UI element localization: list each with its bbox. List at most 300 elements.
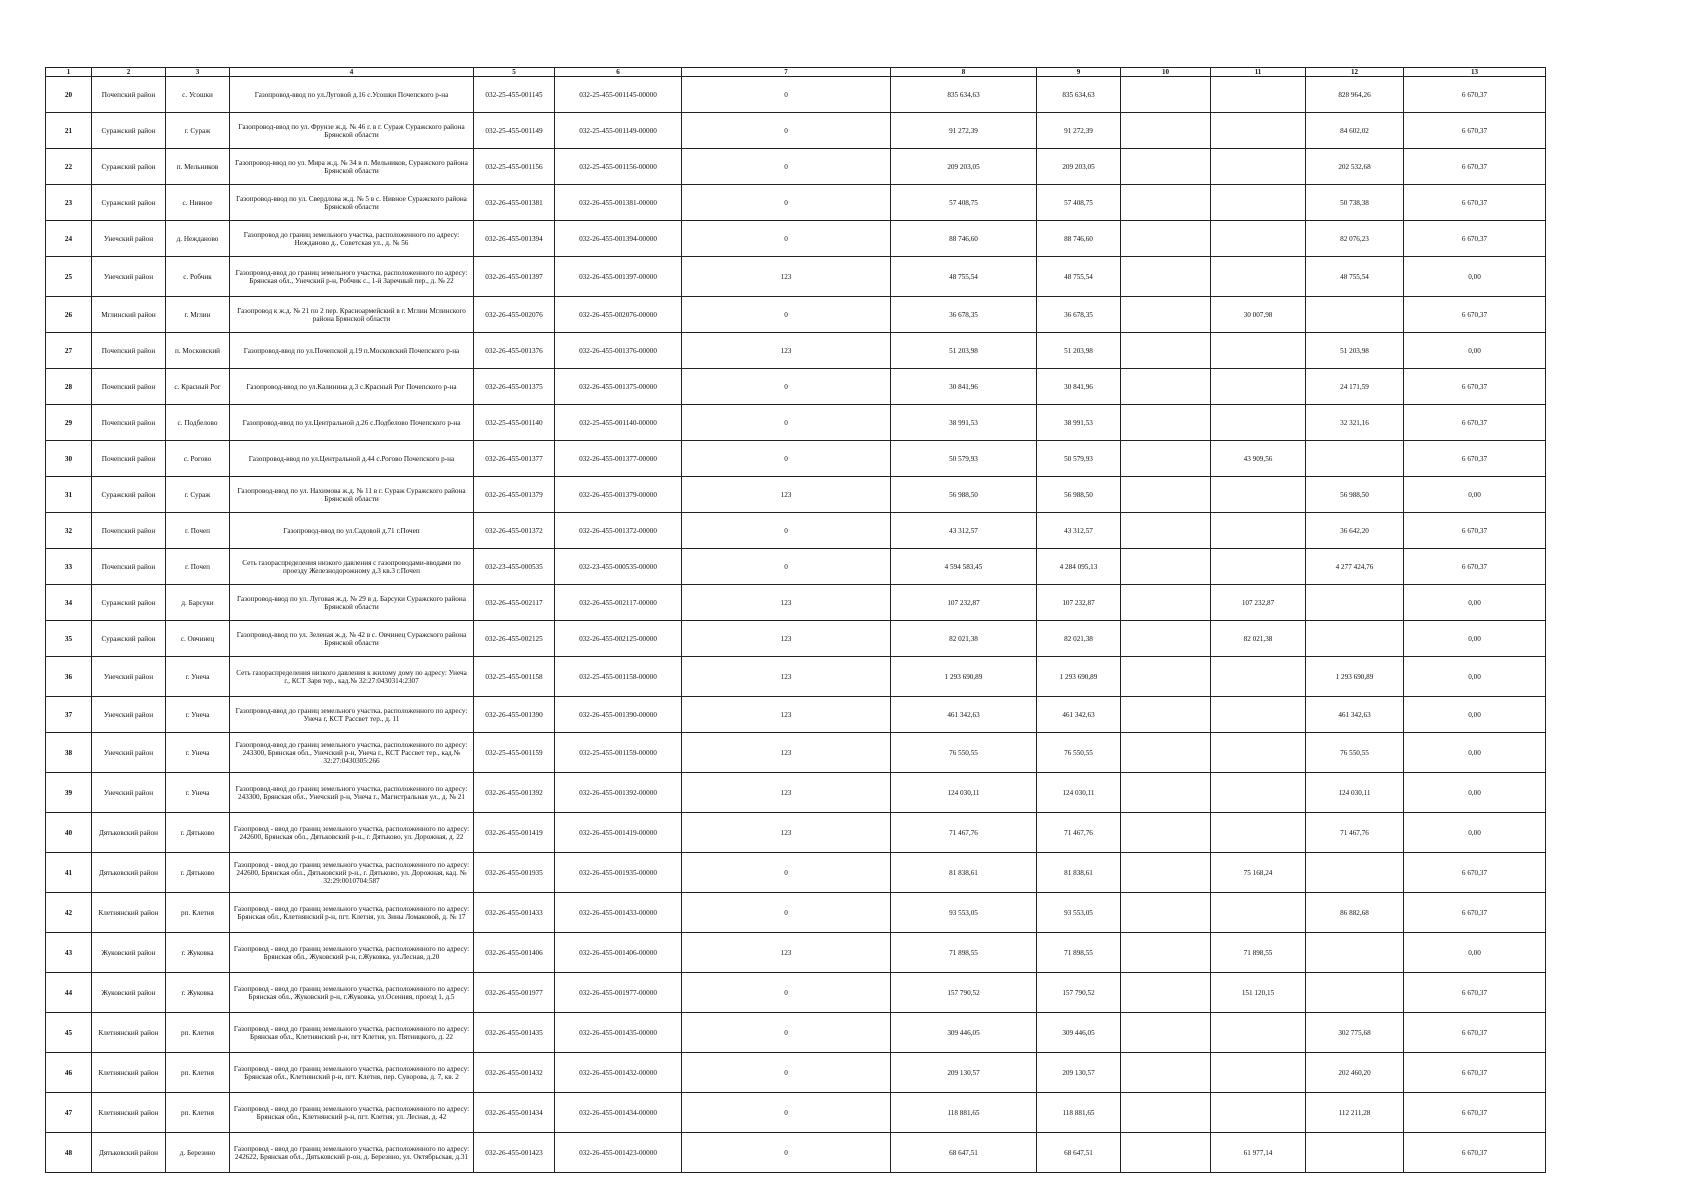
col9-value-cell: 71 898,55: [1037, 933, 1121, 973]
object-description-cell: Газопровод - ввод до границ земельного участка, расположенного по адресу: 242600, Брянская обл., Дятьковский р-н., г. Дятьково, ул. Дорожная, д. 22: [230, 813, 474, 853]
col9-value-cell: 209 203,05: [1037, 149, 1121, 185]
inventory-number-cell: 032-26-455-001377: [474, 441, 555, 477]
col7-cell: 0: [682, 185, 891, 221]
table-row: [46, 813, 1546, 853]
table-row: [46, 893, 1546, 933]
col11-value-cell: [1211, 1093, 1306, 1133]
col8-value-cell: 835 634,63: [891, 77, 1037, 113]
col12-value-cell: 51 203,98: [1306, 333, 1404, 369]
locality-cell: с. Овчинец: [166, 621, 230, 657]
col11-value-cell: [1211, 369, 1306, 405]
locality-cell: рп. Клетня: [166, 1093, 230, 1133]
object-description-cell: Газопровод к ж.д. № 21 по 2 пер. Красноармейский в г. Мглин Мглинского района Брянской области: [230, 297, 474, 333]
col7-cell: 123: [682, 697, 891, 733]
inventory-number-cell: 032-26-455-001394: [474, 221, 555, 257]
col9-value-cell: 48 755,54: [1037, 257, 1121, 297]
col8-value-cell: 71 898,55: [891, 933, 1037, 973]
col10-value-cell: [1121, 733, 1211, 773]
col8-value-cell: 50 579,93: [891, 441, 1037, 477]
locality-cell: рп. Клетня: [166, 893, 230, 933]
table-body: [46, 77, 1546, 1173]
col8-value-cell: 43 312,57: [891, 513, 1037, 549]
district-cell: Суражский район: [92, 585, 166, 621]
object-description-cell: Газопровод - ввод до границ земельного участка, расположенного по адресу: Брянская обл., Клетнянский р-н, пгт. Клетня, ул. Лесная, д. 42: [230, 1093, 474, 1133]
col10-value-cell: [1121, 333, 1211, 369]
col11-value-cell: [1211, 513, 1306, 549]
col7-cell: 123: [682, 477, 891, 513]
col10-value-cell: [1121, 441, 1211, 477]
col7-cell: 0: [682, 513, 891, 549]
object-description-cell: Газопровод-ввод по ул. Свердлова ж.д. № 5 в с. Нивное Суражского района Брянской области: [230, 185, 474, 221]
col7-cell: 123: [682, 813, 891, 853]
col13-value-cell: 0,00: [1404, 733, 1546, 773]
district-cell: Почепский район: [92, 333, 166, 369]
col8-value-cell: 88 746,60: [891, 221, 1037, 257]
object-code-cell: 032-26-455-001406-00000: [555, 933, 682, 973]
table-row: [46, 369, 1546, 405]
col-header-7: 7: [682, 68, 891, 77]
col-header-1: 1: [46, 68, 92, 77]
locality-cell: с. Робчик: [166, 257, 230, 297]
col9-value-cell: 36 678,35: [1037, 297, 1121, 333]
col12-value-cell: [1306, 973, 1404, 1013]
col8-value-cell: 76 550,55: [891, 733, 1037, 773]
col10-value-cell: [1121, 853, 1211, 893]
col9-value-cell: 157 790,52: [1037, 973, 1121, 1013]
district-cell: Клетнянский район: [92, 1013, 166, 1053]
locality-cell: г. Унеча: [166, 773, 230, 813]
inventory-number-cell: 032-26-455-001376: [474, 333, 555, 369]
col9-value-cell: 51 203,98: [1037, 333, 1121, 369]
col7-cell: 123: [682, 657, 891, 697]
col-header-8: 8: [891, 68, 1037, 77]
locality-cell: д. Барсуки: [166, 585, 230, 621]
row-number-cell: 43: [46, 933, 92, 973]
object-description-cell: Газопровод-ввод по ул.Калинина д.3 с.Красный Рог Почепского р-на: [230, 369, 474, 405]
col12-value-cell: [1306, 933, 1404, 973]
district-cell: Клетнянский район: [92, 893, 166, 933]
locality-cell: д. Березино: [166, 1133, 230, 1173]
col10-value-cell: [1121, 185, 1211, 221]
row-number-cell: 44: [46, 973, 92, 1013]
col10-value-cell: [1121, 369, 1211, 405]
col10-value-cell: [1121, 933, 1211, 973]
col-header-13: 13: [1404, 68, 1546, 77]
object-description-cell: Газопровод-ввод до границ земельного участка, расположенного по адресу: 243300, Брянская обл., Унечский р-н, Унеча г., Магистральная ул., д. № 21: [230, 773, 474, 813]
col9-value-cell: 309 446,05: [1037, 1013, 1121, 1053]
locality-cell: с. Рогово: [166, 441, 230, 477]
table-row: [46, 1053, 1546, 1093]
inventory-number-cell: 032-26-455-001432: [474, 1053, 555, 1093]
col12-value-cell: 36 642,20: [1306, 513, 1404, 549]
district-cell: Почепский район: [92, 405, 166, 441]
object-description-cell: Газопровод - ввод до границ земельного участка, расположенного по адресу: Брянская обл., Жуковский р-н, г.Жуковка, ул.Лесная, д.20: [230, 933, 474, 973]
object-description-cell: Газопровод - ввод до границ земельного участка, расположенного по адресу: Брянская обл., Клетнянский р-н, пгт. Клетня, ул. Зины Ломаковой, д. № 17: [230, 893, 474, 933]
col9-value-cell: 71 467,76: [1037, 813, 1121, 853]
col9-value-cell: 461 342,63: [1037, 697, 1121, 733]
col7-cell: 0: [682, 893, 891, 933]
table-row: [46, 149, 1546, 185]
district-cell: Почепский район: [92, 513, 166, 549]
col11-value-cell: [1211, 185, 1306, 221]
row-number-cell: 28: [46, 369, 92, 405]
locality-cell: п. Мельников: [166, 149, 230, 185]
table-row: [46, 441, 1546, 477]
inventory-number-cell: 032-25-455-001156: [474, 149, 555, 185]
district-cell: Почепский район: [92, 549, 166, 585]
col11-value-cell: [1211, 1013, 1306, 1053]
object-code-cell: 032-26-455-001390-00000: [555, 697, 682, 733]
inventory-number-cell: 032-25-455-001149: [474, 113, 555, 149]
table-row: [46, 1093, 1546, 1133]
district-cell: Жуковский район: [92, 933, 166, 973]
col8-value-cell: 81 838,61: [891, 853, 1037, 893]
table-row: [46, 585, 1546, 621]
locality-cell: г. Дятьково: [166, 853, 230, 893]
col9-value-cell: 68 647,51: [1037, 1133, 1121, 1173]
locality-cell: рп. Клетня: [166, 1013, 230, 1053]
locality-cell: с. Нивное: [166, 185, 230, 221]
col10-value-cell: [1121, 1093, 1211, 1133]
table-row: [46, 113, 1546, 149]
object-description-cell: Газопровод-ввод по ул.Почепской д.19 п.Московский Почепского р-на: [230, 333, 474, 369]
col8-value-cell: 4 594 583,45: [891, 549, 1037, 585]
locality-cell: с. Красный Рог: [166, 369, 230, 405]
object-description-cell: Газопровод - ввод до границ земельного участка, расположенного по адресу: Брянская обл., Жуковский р-н, г.Жуковка, ул.Осенняя, проезд 1, д.5: [230, 973, 474, 1013]
col10-value-cell: [1121, 405, 1211, 441]
district-cell: Суражский район: [92, 113, 166, 149]
locality-cell: д. Нежданово: [166, 221, 230, 257]
col7-cell: 0: [682, 221, 891, 257]
object-code-cell: 032-26-455-002125-00000: [555, 621, 682, 657]
locality-cell: г. Сураж: [166, 113, 230, 149]
col10-value-cell: [1121, 657, 1211, 697]
district-cell: Почепский район: [92, 77, 166, 113]
locality-cell: г. Почеп: [166, 549, 230, 585]
col10-value-cell: [1121, 221, 1211, 257]
locality-cell: г. Унеча: [166, 697, 230, 733]
table-row: [46, 773, 1546, 813]
row-number-cell: 30: [46, 441, 92, 477]
col7-cell: 0: [682, 149, 891, 185]
object-description-cell: Газопровод - ввод до границ земельного участка, расположенного по адресу: 242600, Брянская обл., Дятьковский р-н., г. Дятьково, ул. Дорожная, кад. № 32:29:0010704:587: [230, 853, 474, 893]
col13-value-cell: 6 670,37: [1404, 1093, 1546, 1133]
object-description-cell: Сеть газораспределения низкого давления к жилому дому по адресу: Унеча г., КСТ Заря тер., кад.№ 32:27:0430314:2307: [230, 657, 474, 697]
col11-value-cell: 82 021,38: [1211, 621, 1306, 657]
object-description-cell: Газопровод до границ земельного участка, расположенного по адресу: Нежданово д., Советская ул., д. № 56: [230, 221, 474, 257]
locality-cell: г. Дятьково: [166, 813, 230, 853]
object-code-cell: 032-26-455-001379-00000: [555, 477, 682, 513]
col7-cell: 0: [682, 1133, 891, 1173]
col-header-5: 5: [474, 68, 555, 77]
table-row: [46, 973, 1546, 1013]
col-header-10: 10: [1121, 68, 1211, 77]
inventory-number-cell: 032-26-455-001372: [474, 513, 555, 549]
row-number-cell: 29: [46, 405, 92, 441]
col13-value-cell: 0,00: [1404, 933, 1546, 973]
col11-value-cell: 151 120,15: [1211, 973, 1306, 1013]
col-header-12: 12: [1306, 68, 1404, 77]
object-code-cell: 032-26-455-001376-00000: [555, 333, 682, 369]
locality-cell: с. Подбелово: [166, 405, 230, 441]
col7-cell: 123: [682, 585, 891, 621]
col8-value-cell: 309 446,05: [891, 1013, 1037, 1053]
col9-value-cell: 93 553,05: [1037, 893, 1121, 933]
inventory-number-cell: 032-26-455-002125: [474, 621, 555, 657]
col13-value-cell: 6 670,37: [1404, 405, 1546, 441]
table-row: [46, 77, 1546, 113]
col13-value-cell: 6 670,37: [1404, 149, 1546, 185]
col8-value-cell: 30 841,96: [891, 369, 1037, 405]
col7-cell: 0: [682, 77, 891, 113]
col7-cell: 0: [682, 1013, 891, 1053]
col13-value-cell: 0,00: [1404, 585, 1546, 621]
col8-value-cell: 57 408,75: [891, 185, 1037, 221]
inventory-number-cell: 032-26-455-001433: [474, 893, 555, 933]
col11-value-cell: [1211, 333, 1306, 369]
col13-value-cell: 6 670,37: [1404, 441, 1546, 477]
col11-value-cell: [1211, 77, 1306, 113]
col-header-3: 3: [166, 68, 230, 77]
table-row: [46, 933, 1546, 973]
object-description-cell: Газопровод-ввод до границ земельного участка, расположенного по адресу: Брянская обл., Унечский р-н, Робчик с., 1-й Заречный пер., д. № 22: [230, 257, 474, 297]
row-number-cell: 38: [46, 733, 92, 773]
col-header-4: 4: [230, 68, 474, 77]
col12-value-cell: [1306, 441, 1404, 477]
object-code-cell: 032-26-455-001434-00000: [555, 1093, 682, 1133]
object-code-cell: 032-25-455-001145-00000: [555, 77, 682, 113]
col10-value-cell: [1121, 549, 1211, 585]
locality-cell: с. Усошки: [166, 77, 230, 113]
object-code-cell: 032-26-455-001397-00000: [555, 257, 682, 297]
district-cell: Унечский район: [92, 773, 166, 813]
object-code-cell: 032-25-455-001159-00000: [555, 733, 682, 773]
col7-cell: 123: [682, 933, 891, 973]
col11-value-cell: [1211, 733, 1306, 773]
col11-value-cell: [1211, 657, 1306, 697]
district-cell: Унечский район: [92, 221, 166, 257]
object-code-cell: 032-26-455-001433-00000: [555, 893, 682, 933]
row-number-cell: 27: [46, 333, 92, 369]
inventory-number-cell: 032-26-455-001423: [474, 1133, 555, 1173]
register-table: [45, 67, 1546, 1173]
col8-value-cell: 36 678,35: [891, 297, 1037, 333]
col13-value-cell: 6 670,37: [1404, 1053, 1546, 1093]
col7-cell: 123: [682, 621, 891, 657]
col11-value-cell: [1211, 477, 1306, 513]
row-number-cell: 40: [46, 813, 92, 853]
col8-value-cell: 68 647,51: [891, 1133, 1037, 1173]
col13-value-cell: 0,00: [1404, 813, 1546, 853]
col13-value-cell: 6 670,37: [1404, 113, 1546, 149]
object-code-cell: 032-26-455-002117-00000: [555, 585, 682, 621]
district-cell: Дятьковский район: [92, 813, 166, 853]
object-description-cell: Газопровод-ввод по ул. Мира ж.д. № 34 в п. Мельников, Суражского района Брянской области: [230, 149, 474, 185]
col10-value-cell: [1121, 697, 1211, 733]
table-row: [46, 697, 1546, 733]
col12-value-cell: 124 030,11: [1306, 773, 1404, 813]
col12-value-cell: 302 775,68: [1306, 1013, 1404, 1053]
col-header-6: 6: [555, 68, 682, 77]
col12-value-cell: 86 882,68: [1306, 893, 1404, 933]
object-code-cell: 032-25-455-001156-00000: [555, 149, 682, 185]
object-code-cell: 032-26-455-001977-00000: [555, 973, 682, 1013]
object-description-cell: Газопровод-ввод по ул.Центральной д.44 с.Рогово Почепского р-на: [230, 441, 474, 477]
col7-cell: 0: [682, 441, 891, 477]
col13-value-cell: 6 670,37: [1404, 1013, 1546, 1053]
col9-value-cell: 209 130,57: [1037, 1053, 1121, 1093]
col7-cell: 123: [682, 333, 891, 369]
object-code-cell: 032-25-455-001149-00000: [555, 113, 682, 149]
inventory-number-cell: 032-25-455-001140: [474, 405, 555, 441]
row-number-cell: 23: [46, 185, 92, 221]
inventory-number-cell: 032-26-455-002076: [474, 297, 555, 333]
col7-cell: 0: [682, 113, 891, 149]
col8-value-cell: 1 293 690,89: [891, 657, 1037, 697]
district-cell: Суражский район: [92, 149, 166, 185]
col13-value-cell: 0,00: [1404, 657, 1546, 697]
district-cell: Унечский район: [92, 257, 166, 297]
col10-value-cell: [1121, 1133, 1211, 1173]
col9-value-cell: 30 841,96: [1037, 369, 1121, 405]
table-row: [46, 185, 1546, 221]
col8-value-cell: 82 021,38: [891, 621, 1037, 657]
locality-cell: г. Сураж: [166, 477, 230, 513]
locality-cell: г. Унеча: [166, 657, 230, 697]
col-header-2: 2: [92, 68, 166, 77]
col13-value-cell: 6 670,37: [1404, 853, 1546, 893]
col13-value-cell: 6 670,37: [1404, 221, 1546, 257]
col9-value-cell: 43 312,57: [1037, 513, 1121, 549]
inventory-number-cell: 032-26-455-002117: [474, 585, 555, 621]
col10-value-cell: [1121, 257, 1211, 297]
locality-cell: г. Жуковка: [166, 933, 230, 973]
inventory-number-cell: 032-25-455-001159: [474, 733, 555, 773]
object-code-cell: 032-26-455-001432-00000: [555, 1053, 682, 1093]
col10-value-cell: [1121, 893, 1211, 933]
district-cell: Дятьковский район: [92, 853, 166, 893]
col7-cell: 0: [682, 369, 891, 405]
object-code-cell: 032-26-455-001394-00000: [555, 221, 682, 257]
district-cell: Суражский район: [92, 185, 166, 221]
col13-value-cell: 6 670,37: [1404, 513, 1546, 549]
col8-value-cell: 461 342,63: [891, 697, 1037, 733]
table-row: [46, 1133, 1546, 1173]
col11-value-cell: 43 909,56: [1211, 441, 1306, 477]
object-code-cell: 032-26-455-001372-00000: [555, 513, 682, 549]
inventory-number-cell: 032-23-455-000535: [474, 549, 555, 585]
object-description-cell: Газопровод-ввод по ул. Луговая ж.д. № 29 в д. Барсуки Суражского района Брянской области: [230, 585, 474, 621]
col9-value-cell: 50 579,93: [1037, 441, 1121, 477]
object-description-cell: Газопровод-ввод по ул.Луговой д.16 с.Усошки Почепского р-на: [230, 77, 474, 113]
table-row: [46, 733, 1546, 773]
inventory-number-cell: 032-26-455-001379: [474, 477, 555, 513]
col9-value-cell: 38 991,53: [1037, 405, 1121, 441]
col13-value-cell: 0,00: [1404, 773, 1546, 813]
col7-cell: 123: [682, 257, 891, 297]
col7-cell: 123: [682, 773, 891, 813]
col10-value-cell: [1121, 1013, 1211, 1053]
table-row: [46, 621, 1546, 657]
object-description-cell: Газопровод-ввод до границ земельного участка, расположенного по адресу: Унеча г, КСТ Рассвет тер., д. 11: [230, 697, 474, 733]
col9-value-cell: 56 988,50: [1037, 477, 1121, 513]
col8-value-cell: 38 991,53: [891, 405, 1037, 441]
object-code-cell: 032-23-455-000535-00000: [555, 549, 682, 585]
inventory-number-cell: 032-25-455-001145: [474, 77, 555, 113]
table-row: [46, 297, 1546, 333]
col10-value-cell: [1121, 113, 1211, 149]
col9-value-cell: 835 634,63: [1037, 77, 1121, 113]
col11-value-cell: [1211, 549, 1306, 585]
locality-cell: г. Мглин: [166, 297, 230, 333]
col13-value-cell: 6 670,37: [1404, 549, 1546, 585]
col8-value-cell: 71 467,76: [891, 813, 1037, 853]
col7-cell: 0: [682, 405, 891, 441]
object-code-cell: 032-26-455-001377-00000: [555, 441, 682, 477]
row-number-cell: 31: [46, 477, 92, 513]
locality-cell: г. Унеча: [166, 733, 230, 773]
row-number-cell: 32: [46, 513, 92, 549]
col11-value-cell: [1211, 405, 1306, 441]
col12-value-cell: 461 342,63: [1306, 697, 1404, 733]
col9-value-cell: 118 881,65: [1037, 1093, 1121, 1133]
col12-value-cell: 32 321,16: [1306, 405, 1404, 441]
object-description-cell: Газопровод-ввод по ул. Нахимова ж.д. № 11 в г. Сураж Суражского района Брянской области: [230, 477, 474, 513]
district-cell: Клетнянский район: [92, 1093, 166, 1133]
col12-value-cell: 112 211,28: [1306, 1093, 1404, 1133]
col11-value-cell: [1211, 773, 1306, 813]
col7-cell: 123: [682, 733, 891, 773]
district-cell: Унечский район: [92, 733, 166, 773]
object-code-cell: 032-25-455-001158-00000: [555, 657, 682, 697]
col11-value-cell: [1211, 1053, 1306, 1093]
col10-value-cell: [1121, 297, 1211, 333]
col8-value-cell: 51 203,98: [891, 333, 1037, 369]
col13-value-cell: 6 670,37: [1404, 1133, 1546, 1173]
col12-value-cell: [1306, 1133, 1404, 1173]
table-row: [46, 549, 1546, 585]
col9-value-cell: 107 232,87: [1037, 585, 1121, 621]
col10-value-cell: [1121, 585, 1211, 621]
inventory-number-cell: 032-26-455-001406: [474, 933, 555, 973]
inventory-number-cell: 032-26-455-001434: [474, 1093, 555, 1133]
col10-value-cell: [1121, 1053, 1211, 1093]
table-row: [46, 221, 1546, 257]
col11-value-cell: [1211, 813, 1306, 853]
district-cell: Дятьковский район: [92, 1133, 166, 1173]
object-description-cell: Сеть газораспределения низкого давления с газопроводами-вводами по проезду Железнодорожному д.3 кв.3 г.Почеп: [230, 549, 474, 585]
col7-cell: 0: [682, 297, 891, 333]
row-number-cell: 22: [46, 149, 92, 185]
col10-value-cell: [1121, 973, 1211, 1013]
col9-value-cell: 91 272,39: [1037, 113, 1121, 149]
col13-value-cell: 6 670,37: [1404, 893, 1546, 933]
col12-value-cell: 48 755,54: [1306, 257, 1404, 297]
col10-value-cell: [1121, 149, 1211, 185]
col11-value-cell: [1211, 113, 1306, 149]
col11-value-cell: 107 232,87: [1211, 585, 1306, 621]
object-code-cell: 032-26-455-001423-00000: [555, 1133, 682, 1173]
col11-value-cell: 61 977,14: [1211, 1133, 1306, 1173]
col8-value-cell: 209 130,57: [891, 1053, 1037, 1093]
col12-value-cell: 50 738,38: [1306, 185, 1404, 221]
row-number-cell: 21: [46, 113, 92, 149]
object-code-cell: 032-26-455-002076-00000: [555, 297, 682, 333]
col8-value-cell: 107 232,87: [891, 585, 1037, 621]
district-cell: Клетнянский район: [92, 1053, 166, 1093]
col9-value-cell: 76 550,55: [1037, 733, 1121, 773]
col8-value-cell: 93 553,05: [891, 893, 1037, 933]
